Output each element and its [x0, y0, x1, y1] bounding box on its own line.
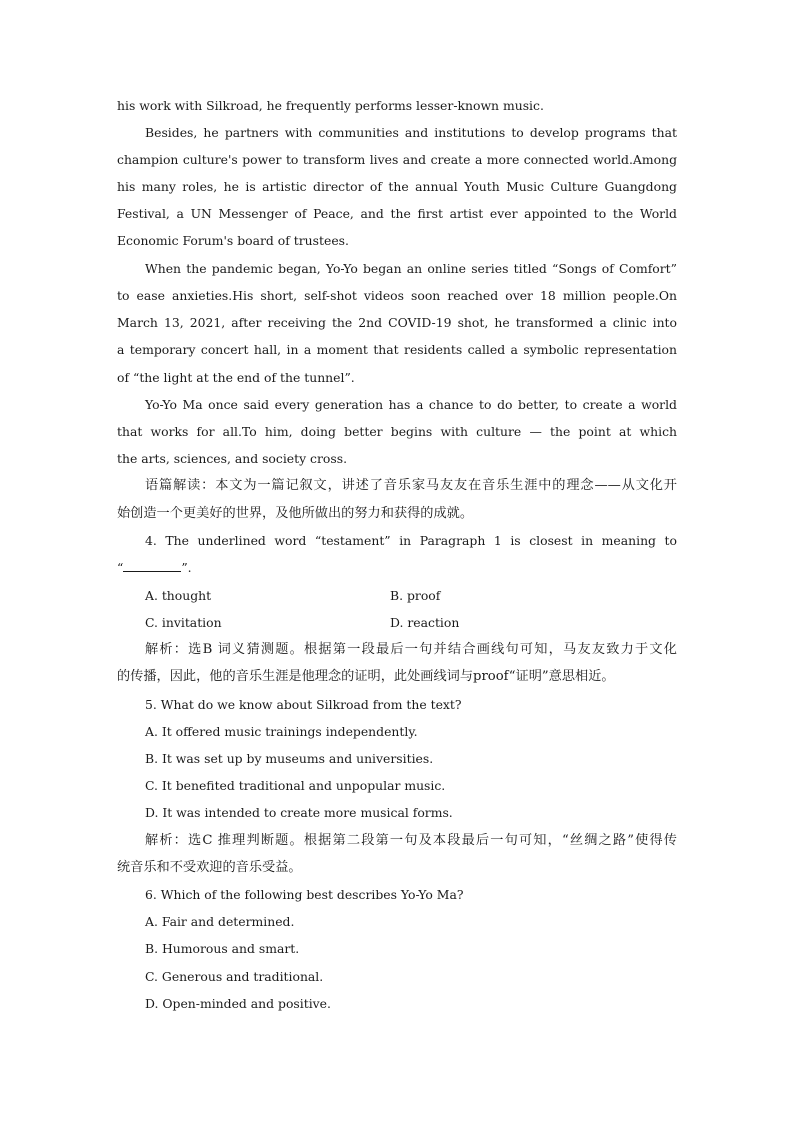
question-4-explanation: 解析：选B 词义猜测题。根据第一段最后一句并结合画线句可知，马友友致力于文化 — [145, 642, 677, 657]
option-a: A. thought — [145, 588, 212, 603]
option-d: D. reaction — [390, 615, 460, 630]
close-quote: ”. — [181, 560, 192, 575]
passage-line: the arts, sciences, and society cross. — [117, 451, 348, 466]
answer-blank — [123, 560, 181, 572]
open-quote: “ — [117, 560, 124, 575]
passage-line: March 13, 2021, after receiving the 2nd COVID-19 shot, he transformed a clinic into — [117, 315, 677, 330]
question-4-options-row-2 — [145, 615, 677, 631]
passage-line: that works for all.To him, doing better begins with culture — the point at which — [117, 424, 677, 439]
question-5-explanation: 解析：选C 推理判断题。根据第二段第一句及本段最后一句可知，“丝绸之路”使得传 — [145, 833, 677, 848]
passage-line: champion culture's power to transform lives and create a more connected world.Among — [117, 152, 677, 167]
option-a: A. Fair and determined. — [145, 914, 295, 929]
option-b: B. proof — [390, 588, 441, 603]
option-d: D. It was intended to create more musical forms. — [145, 805, 453, 820]
passage-line: Yo-Yo Ma once said every generation has a chance to do better, to create a world — [145, 397, 677, 412]
passage-line: his work with Silkroad, he frequently performs lesser-known music. — [117, 98, 544, 113]
passage-line: a temporary concert hall, in a moment that residents called a symbolic representation — [117, 342, 677, 357]
question-5-stem: 5. What do we know about Silkroad from the text? — [145, 697, 462, 712]
question-4-options-row-1 — [145, 588, 677, 604]
passage-line: Besides, he partners with communities and institutions to develop programs that — [145, 125, 677, 140]
option-c: C. Generous and traditional. — [145, 969, 324, 984]
question-4-blank-line — [117, 560, 677, 576]
analysis-line: 语篇解读：本文为一篇记叙文，讲述了音乐家马友友在音乐生涯中的理念——从文化开 — [145, 478, 677, 493]
analysis-line: 始创造一个更美好的世界，及他所做出的努力和获得的成就。 — [117, 506, 474, 521]
option-b: B. It was set up by museums and universities. — [145, 751, 434, 766]
option-c: C. invitation — [145, 615, 222, 630]
passage-line: of “the light at the end of the tunnel”. — [117, 370, 355, 385]
option-a: A. It offered music trainings independently. — [145, 724, 418, 739]
passage-line: Festival, a UN Messenger of Peace, and the first artist ever appointed to the World — [117, 206, 677, 221]
option-b: B. Humorous and smart. — [145, 941, 300, 956]
question-6-stem: 6. Which of the following best describes Yo-Yo Ma? — [145, 887, 464, 902]
option-d: D. Open-minded and positive. — [145, 996, 331, 1011]
question-5-explanation: 统音乐和不受欢迎的音乐受益。 — [117, 860, 302, 875]
passage-line: to ease anxieties.His short, self-shot videos soon reached over 18 million people.On — [117, 288, 677, 303]
passage-line: When the pandemic began, Yo-Yo began an online series titled “Songs of Comfort” — [145, 261, 677, 276]
option-c: C. It benefited traditional and unpopular music. — [145, 778, 446, 793]
question-4-explanation: 的传播，因此，他的音乐生涯是他理念的证明，此处画线词与proof“证明”意思相近。 — [117, 669, 615, 684]
question-4-stem: 4. The underlined word “testament” in Paragraph 1 is closest in meaning to — [145, 533, 677, 548]
passage-line: his many roles, he is artistic director of the annual Youth Music Culture Guangdong — [117, 179, 677, 194]
passage-line: Economic Forum's board of trustees. — [117, 233, 349, 248]
